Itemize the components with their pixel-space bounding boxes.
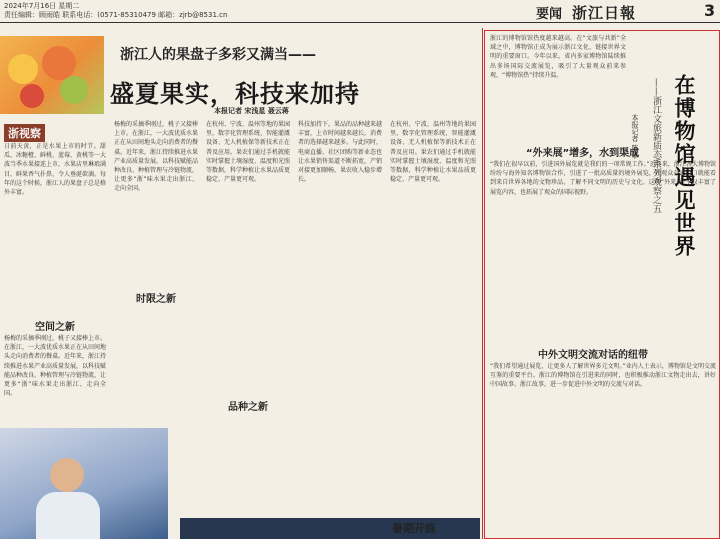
subhead-space: 空间之新 bbox=[35, 322, 75, 333]
athlete-photo bbox=[0, 428, 168, 539]
side-article-lead: 浙江的博物馆馆热度越来越高。在“文旅与共新”全域之中，博物馆正成为展示浙江文化、链接世界文明的重要窗口。今年以来，省内多家博物馆陆续推出多场国际交流展览，吸引了大量观众前来参观，“博物馆热”持续升温。 bbox=[490, 35, 626, 79]
subhead-time: 时限之新 bbox=[114, 290, 198, 305]
article-body-col3: 在杭州、宁波、温州等地的果园里，数字化管理系统、智能灌溉设备、无人机植保等新技术正在普及应用。果农们通过手机就能实时掌握土壤湿度、温度和光照等数据，科学种植让水果品质更稳定、产量更可观。 bbox=[206, 121, 290, 184]
side-article-author: 本报记者 陈攀 bbox=[631, 114, 639, 159]
article-body-col5: 在杭州、宁波、温州等地的果园里，数字化管理系统、智能灌溉设备、无人机植保等新技术正在普及应用。果农们通过手机就能实时掌握土壤湿度、温度和光照等数据，科学种植让水果品质更稳定、产量更可观。 bbox=[390, 121, 476, 184]
person-body-shape bbox=[36, 492, 100, 539]
fruit-illustration bbox=[20, 84, 44, 108]
fruit-illustration bbox=[60, 76, 88, 104]
column-divider bbox=[482, 28, 483, 539]
article-byline: 本报记者 宋浅星 聂云蒋 bbox=[214, 107, 289, 115]
side-section-head-2: 中外文明交流对话的纽带 bbox=[538, 350, 648, 361]
side-article-body-1: “我们在很早以前，引进国外展览就是我们的一项常规工作。”近年来，浙江各大博物馆纷纷与海外知名博物馆合作，引进了一批高质量的境外展览，让观众在家门口就能看到来自世界各地的文物珍品，了解不同文明的历史与文化。这些“外来展”不仅丰富了展览内容，也拓展了观众的国际视野。 bbox=[490, 161, 716, 196]
side-article-body-2: “我们希望通过展览，让更多人了解世界多元文明。”业内人士表示，博物馆是文明交流互鉴的重要平台。浙江的博物馆在引进来的同时，也积极推动浙江文物走出去，讲好中国故事、浙江故事，进一步促进中外文明的交流与对话。 bbox=[490, 363, 716, 389]
bottom-headline: 暑期开练 bbox=[392, 522, 436, 535]
fruit-illustration bbox=[42, 46, 76, 80]
header-meta bbox=[4, 2, 227, 20]
subhead-variety: 品种之新 bbox=[206, 398, 290, 413]
article-body-col1b: 杨梅的采摘季刚过，桃子又接棒上市。在浙江，一大波优质水果正在从田间地头走向消费者的餐桌。近年来，浙江持续推进水果产业高质量发展，以科技赋能品种改良、种植管理与冷链物流，让更多“浙”味水果走出浙江、走向全国。 bbox=[4, 335, 106, 398]
side-article-title: 在博物馆遇见世界 bbox=[672, 74, 696, 258]
editor-contact: 责任编辑：顾雨皓 联系电话：(0571-85310479 邮箱：zjrb@8531.cn bbox=[4, 11, 228, 19]
article-headline: 盛夏果实，科技来加持 bbox=[110, 80, 360, 108]
fruit-photo bbox=[0, 36, 104, 114]
column-label: 浙视察 bbox=[4, 124, 45, 142]
article-body-col2: 杨梅的采摘季刚过，桃子又接棒上市。在浙江，一大波优质水果正在从田间地头走向消费者的餐桌。近年来，浙江持续推进水果产业高质量发展，以科技赋能品种改良、种植管理与冷链物流，让更多“浙”味水果走出浙江、走向全国。 bbox=[114, 121, 198, 193]
article-body-col4: 科技加持下，果品的品种越来越丰富，上市时间越来越长，消费者的选择越来越多。与此同时，电商直播、社区团购等新业态也让水果销售渠道不断拓宽，产销对接更加顺畅，果农收入稳步增长。 bbox=[298, 121, 382, 184]
page-number: 3 bbox=[704, 1, 716, 20]
section-name: 要闻 bbox=[536, 7, 563, 22]
article-kicker: 浙江人的果盘子多彩又满当—— bbox=[120, 47, 316, 63]
page-header bbox=[0, 0, 720, 23]
side-section-head-1: “外来展”增多，水到渠成 bbox=[526, 148, 640, 159]
fruit-illustration bbox=[8, 54, 38, 84]
article-body-col1: 日前天黄，正是水果上市的时节。甜瓜、冰糖橙、鲜桃、蓝莓、黄桃等一大波当季水果接连上市，水果店里琳琅满目，鲜果香气扑鼻，令人垂涎欲滴。每年的这个时候，浙江人的果盘子总是格外丰富。 bbox=[4, 143, 106, 197]
issue-date: 2024年7月16日 星期二 bbox=[4, 2, 80, 10]
side-article-subtitle: ——浙江文旅新质态系列观察之五 bbox=[651, 78, 661, 213]
newspaper-logo: 浙江日報 bbox=[572, 4, 637, 22]
person-head-shape bbox=[50, 458, 84, 492]
